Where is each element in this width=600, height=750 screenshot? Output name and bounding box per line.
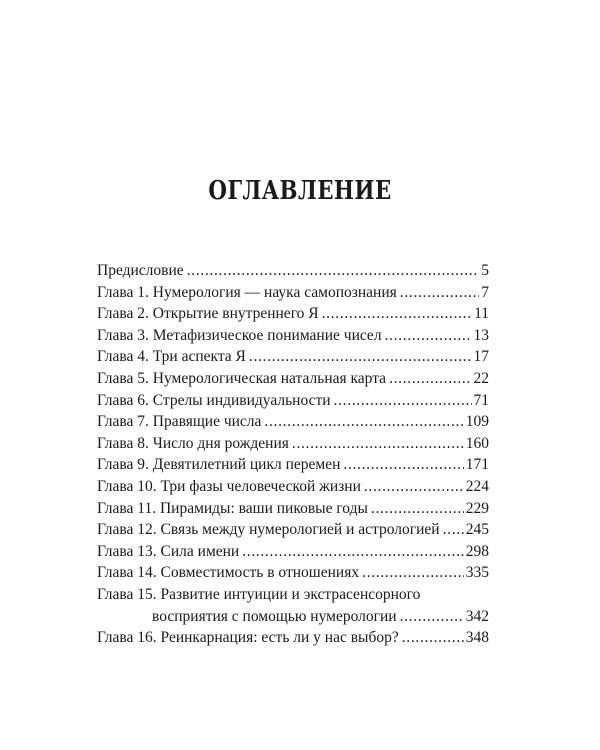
toc-entry-page: 229	[465, 499, 489, 517]
dot-leader	[371, 498, 464, 520]
toc-entry-chapter-4[interactable]	[97, 346, 489, 368]
toc-list	[97, 260, 489, 649]
toc-entry-page: 245	[465, 521, 489, 539]
toc-entry-chapter-12[interactable]	[97, 519, 489, 541]
dot-leader	[364, 476, 464, 498]
toc-entry-chapter-15[interactable]	[97, 584, 489, 627]
toc-entry-label: Глава 16. Реинкарнация: есть ли у нас выбор?	[97, 627, 402, 649]
dot-leader	[400, 282, 479, 304]
toc-entry-label: Глава 8. Число дня рождения	[97, 433, 292, 455]
toc-entry-label: Глава 6. Стрелы индивидуальности	[97, 390, 334, 412]
toc-entry-chapter-6[interactable]	[97, 390, 489, 412]
toc-entry-label: Глава 12. Связь между нумерологией и астрологией	[97, 519, 443, 541]
toc-entry-page: 335	[465, 564, 489, 582]
toc-entry-page: 7	[481, 283, 489, 301]
toc-entry-chapter-1[interactable]	[97, 282, 489, 304]
dot-leader	[249, 346, 472, 368]
toc-entry-page: 298	[465, 542, 489, 560]
toc-entry-chapter-10[interactable]	[97, 476, 489, 498]
toc-entry-page: 5	[481, 262, 489, 279]
toc-entry-page: 171	[465, 456, 489, 474]
toc-entry-label: Глава 10. Три фазы человеческой жизни	[97, 476, 364, 498]
toc-entry-chapter-14[interactable]	[97, 562, 489, 584]
toc-entry-label-continued: восприятия с помощью нумерологии	[152, 606, 400, 628]
toc-entry-label: Глава 7. Правящие числа	[97, 411, 264, 433]
dot-leader	[264, 411, 463, 433]
toc-entry-chapter-13[interactable]	[97, 541, 489, 563]
toc-entry-label: Глава 14. Совместимость в отношениях	[97, 562, 362, 584]
toc-entry-page: 13	[473, 326, 489, 344]
toc-entry-chapter-8[interactable]	[97, 433, 489, 455]
toc-entry-chapter-2[interactable]	[97, 303, 489, 325]
dot-leader	[385, 325, 472, 347]
dot-leader	[187, 260, 480, 282]
toc-entry-page: 224	[465, 477, 489, 495]
toc-entry-label: Глава 15. Развитие интуиции и экстрасенсорного	[97, 585, 421, 603]
toc-entry-page: 22	[473, 369, 489, 387]
toc-entry-page: 71	[473, 391, 489, 409]
toc-entry-page: 109	[465, 413, 489, 431]
toc-entry-label: Глава 1. Нумерология — наука самопознания	[97, 282, 400, 304]
toc-entry-chapter-16[interactable]	[97, 627, 489, 649]
toc-entry-page: 11	[474, 305, 489, 323]
toc-entry-label: Глава 11. Пирамиды: ваши пиковые годы	[97, 498, 371, 520]
toc-entry-label: Предисловие	[97, 260, 187, 282]
dot-leader	[334, 390, 472, 412]
toc-entry-page: 17	[473, 348, 489, 366]
dot-leader	[362, 562, 464, 584]
toc-entry-label: Глава 2. Открытие внутреннего Я	[97, 303, 322, 325]
toc-entry-chapter-9[interactable]	[97, 454, 489, 476]
dot-leader	[402, 627, 464, 649]
toc-entry-preface[interactable]	[97, 260, 489, 282]
dot-leader	[443, 519, 464, 541]
toc-entry-label: Глава 13. Сила имени	[97, 541, 242, 563]
dot-leader	[343, 454, 463, 476]
dot-leader	[242, 541, 464, 563]
toc-entry-chapter-3[interactable]	[97, 325, 489, 347]
toc-entry-label: Глава 3. Метафизическое понимание чисел	[97, 325, 385, 347]
toc-entry-page: 342	[465, 607, 489, 625]
dot-leader	[292, 433, 464, 455]
toc-entry-chapter-7[interactable]	[97, 411, 489, 433]
toc-entry-chapter-5[interactable]	[97, 368, 489, 390]
toc-entry-page: 160	[465, 434, 489, 452]
dot-leader	[389, 368, 471, 390]
toc-entry-label: Глава 4. Три аспекта Я	[97, 346, 249, 368]
toc-entry-label: Глава 9. Девятилетний цикл перемен	[97, 454, 343, 476]
toc-title: ОГЛАВЛЕНИЕ	[208, 176, 392, 206]
toc-entry-label: Глава 5. Нумерологическая натальная карта	[97, 368, 389, 390]
dot-leader	[400, 606, 464, 628]
toc-entry-chapter-11[interactable]	[97, 498, 489, 520]
toc-entry-page: 348	[465, 629, 489, 647]
dot-leader	[322, 303, 472, 325]
